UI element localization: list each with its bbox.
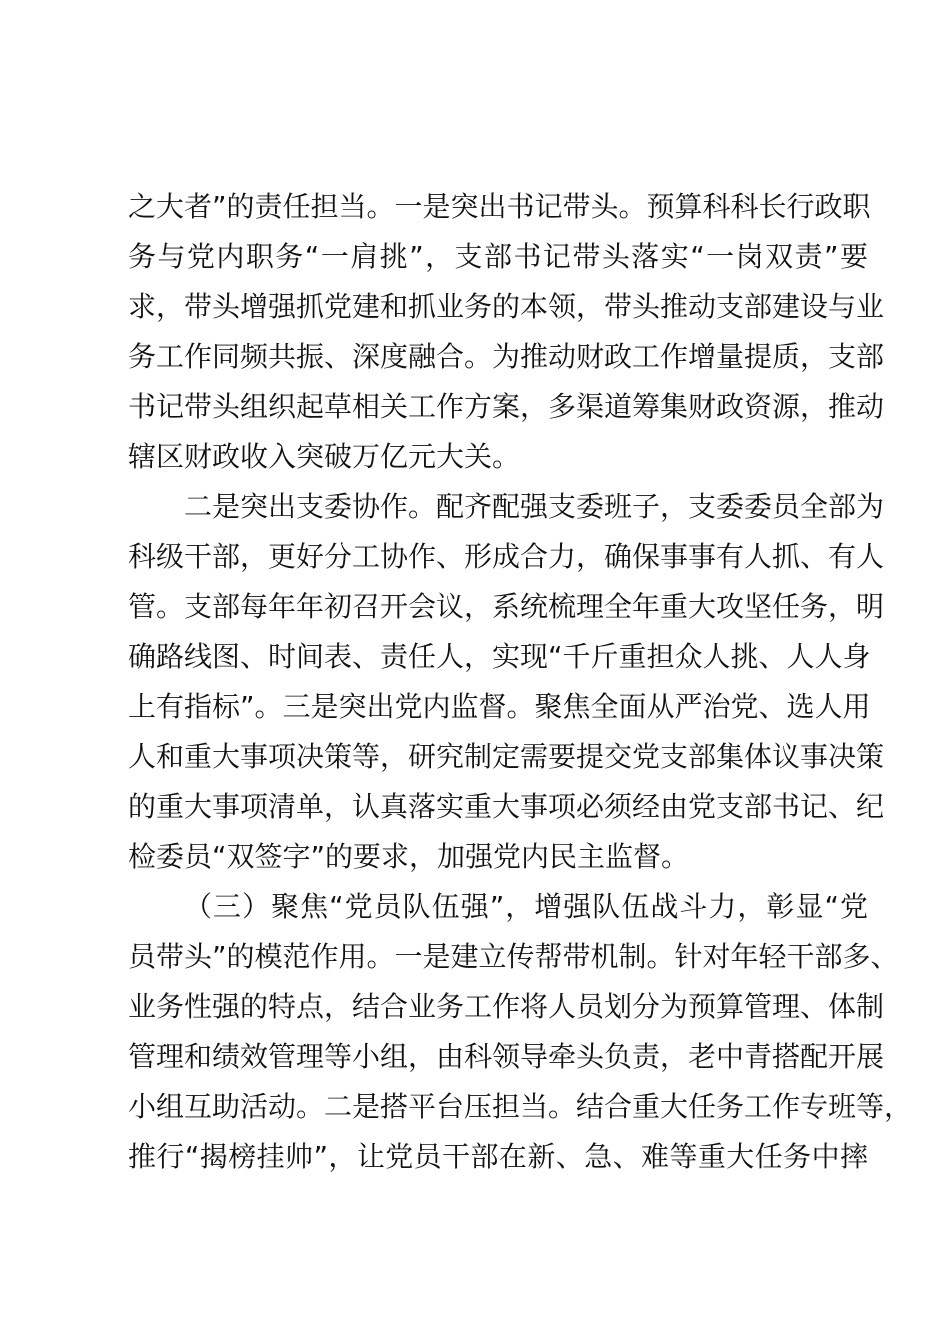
text-line-16: 员带头”的模范作用。一是建立传帮带机制。针对年轻干部多、 (128, 940, 899, 973)
text-line-4: 务工作同频共振、深度融合。为推动财政工作增量提质，支部 (128, 340, 885, 373)
text-line-15: （三）聚焦“党员队伍强”，增强队伍战斗力，彰显“党 (184, 890, 868, 923)
text-line-17: 业务性强的特点，结合业务工作将人员划分为预算管理、体制 (128, 990, 885, 1023)
text-line-11: 上有指标”。三是突出党内监督。聚焦全面从严治党、选人用 (128, 690, 871, 723)
text-line-13: 的重大事项清单，认真落实重大事项必须经由党支部书记、纪 (128, 790, 885, 823)
text-line-9: 管。支部每年年初召开会议，系统梳理全年重大攻坚任务，明 (128, 590, 885, 623)
text-line-8: 科级干部，更好分工协作、形成合力，确保事事有人抓、有人 (128, 540, 885, 573)
text-line-10: 确路线图、时间表、责任人，实现“千斤重担众人挑、人人身 (128, 640, 871, 673)
text-line-1: 之大者”的责任担当。一是突出书记带头。预算科科长行政职 (128, 190, 871, 223)
text-line-5: 书记带头组织起草相关工作方案，多渠道筹集财政资源，推动 (128, 390, 885, 423)
text-line-6: 辖区财政收入突破万亿元大关。 (128, 440, 521, 473)
text-line-2: 务与党内职务“一肩挑”，支部书记带头落实“一岗双责”要 (128, 240, 868, 273)
text-line-3: 求，带头增强抓党建和抓业务的本领，带头推动支部建设与业 (128, 290, 885, 323)
text-line-12: 人和重大事项决策等，研究制定需要提交党支部集体议事决策 (128, 740, 885, 773)
body-text (128, 182, 913, 1182)
text-line-14: 检委员“双签字”的要求，加强党内民主监督。 (128, 840, 690, 873)
text-line-20: 推行“揭榜挂帅”，让党员干部在新、急、难等重大任务中摔 (128, 1140, 868, 1173)
text-line-7: 二是突出支委协作。配齐配强支委班子，支委委员全部为 (184, 490, 885, 523)
text-line-18: 管理和绩效管理等小组，由科领导牵头负责，老中青搭配开展 (128, 1040, 885, 1073)
text-line-19: 小组互助活动。二是搭平台压担当。结合重大任务工作专班等， (128, 1090, 913, 1123)
